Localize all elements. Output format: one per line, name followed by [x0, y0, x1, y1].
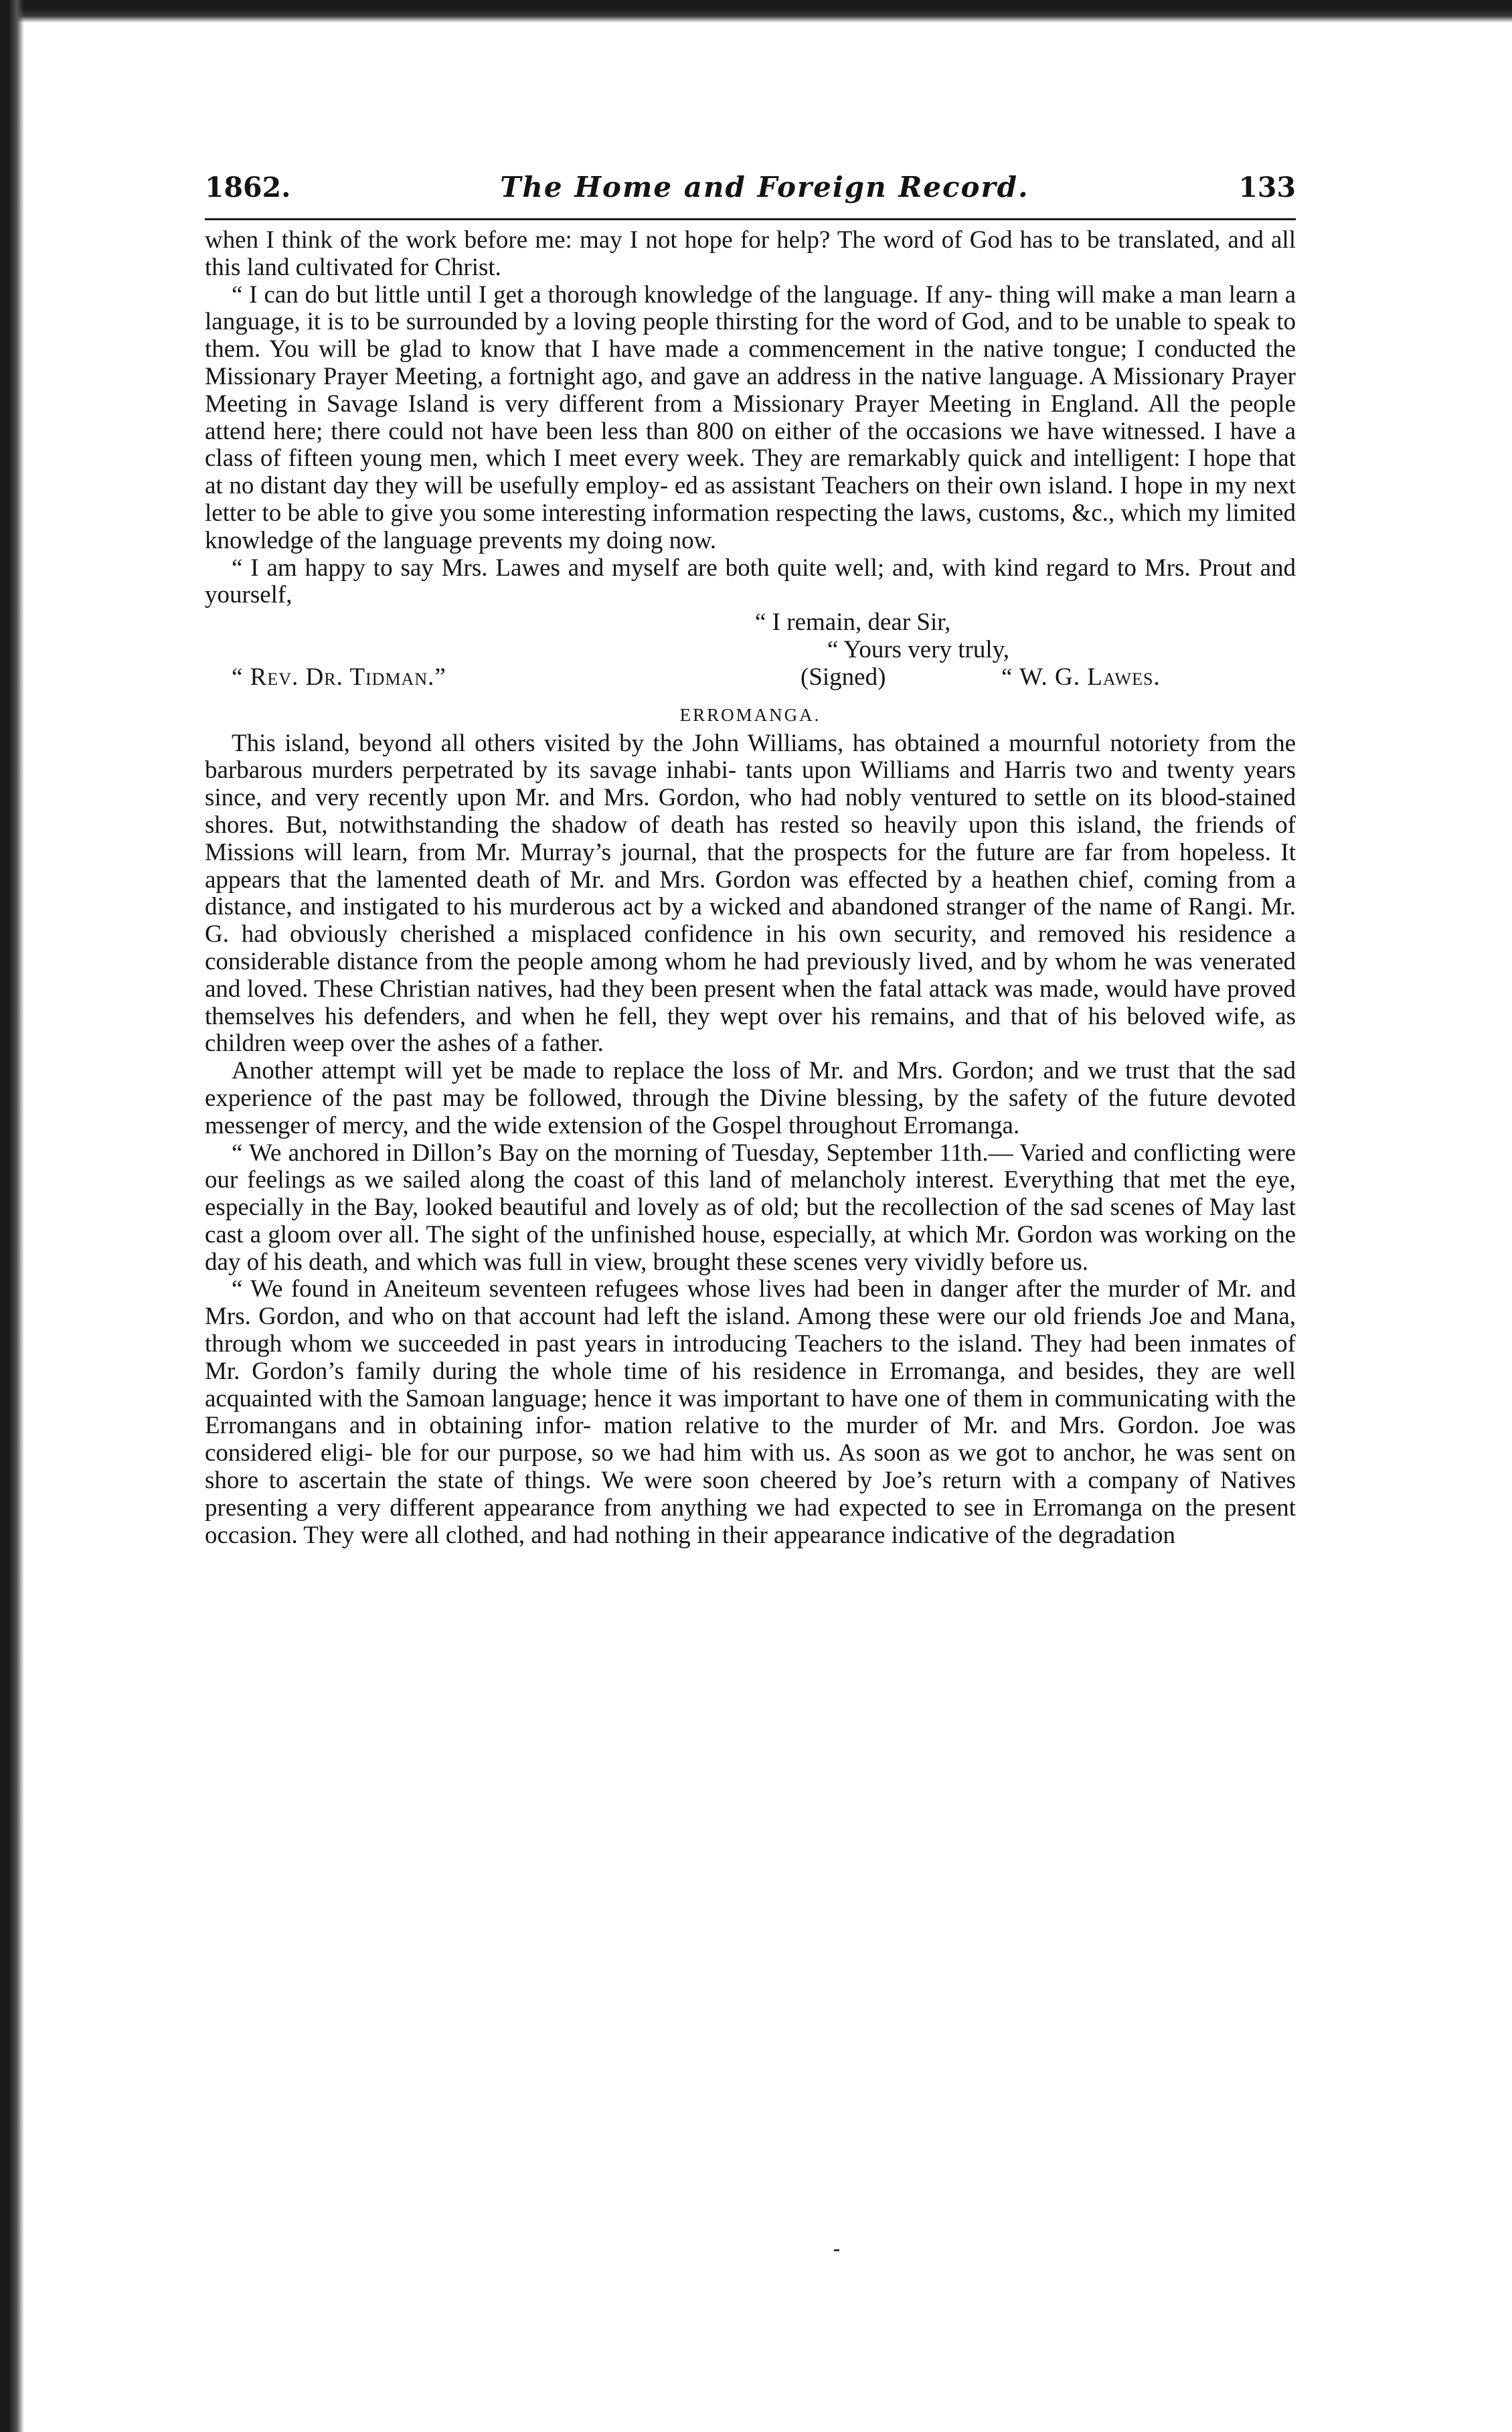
letter-closing — [205, 609, 1296, 691]
scan-border-left — [0, 0, 24, 2432]
section-body — [205, 730, 1296, 1550]
letter-paragraph: when I think of the work before me: may I not hope for help? The word of God has to be translated, and all this land cultivated for Christ. — [205, 226, 1296, 281]
journal-title: The Home and Foreign Record. — [500, 171, 1029, 204]
section-paragraph: This island, beyond all others visited by the John Williams, has obtained a mournful notoriety from the barbarous murders perpetrated by its savage inhabi- tants upon Williams and Harris two and twenty years since, and very recently upon Mr. and Mrs. Gordon, who had nobly ventured to settle on its blood-stained shores. But, notwithstanding the shadow of death has rested so heavily upon this island, the friends of Missions will learn, from Mr. Murray’s journal, that the prospects for the future are far from hopeless. It appears that the lamented death of Mr. and Mrs. Gordon was effected by a heathen chief, coming from a distance, and instigated to his murderous act by a wicked and abandoned stranger of the name of Rangi. Mr. G. had obviously cherished a misplaced confidence in his own security, and removed his residence a considerable distance from the people among whom he had previously lived, and by whom he was venerated and loved. These Christian natives, had they been present when the fatal attack was made, would have proved themselves his defenders, and when he fell, they wept over his remains, and that of his beloved wife, as children weep over the ashes of a father. — [205, 729, 1296, 1058]
letter-recipient: “ Rev. Dr. Tidman.” — [232, 663, 446, 691]
signed-label: (Signed) — [801, 663, 886, 691]
letter-paragraph: “ I can do but little until I get a thorough knowledge of the language. If any- thing will make a man learn a language, it is to be surrounded by a loving people thirsting for the word of God, and to be unable to speak to them. You will be glad to know that I have made a commencement in the native tongue; I conducted the Missionary Prayer Meeting, a fortnight ago, and gave an address in the native language. A Missionary Prayer Meeting in Savage Island is very different from a Missionary Prayer Meeting in England. All the people attend here; there could not have been less than 800 on either of the occasions we have witnessed. I have a class of fifteen young men, which I meet every week. They are remarkably quick and intelligent: I hope that at no distant day they will be usefully employ- ed as assistant Teachers on their own island. I hope in my next letter to be able to give you some interesting information respecting the laws, customs, &c., which my limited knowledge of the language prevents my doing now. — [205, 280, 1296, 554]
letter-paragraph: “ I am happy to say Mrs. Lawes and myself are both quite well; and, with kind regard to Mrs. Prout and yourself, — [205, 554, 1296, 609]
header-year: 1862. — [205, 171, 291, 204]
signature-row — [205, 664, 1296, 692]
section-heading: ERROMANGA. — [679, 704, 821, 725]
page-number: 133 — [1238, 171, 1296, 204]
document-page — [205, 167, 1296, 1549]
letter-signature: “ W. G. Lawes. — [1001, 663, 1161, 691]
closing-line-yours: “ Yours very truly, — [827, 635, 1010, 663]
scan-border-top — [0, 0, 1512, 23]
section-paragraph: “ We anchored in Dillon’s Bay on the morning of Tuesday, September 11th.— Varied and conflicting were our feelings as we sailed along the coast of this land of melancholy interest. Everything that met the eye, especially in the Bay, looked beautiful and lovely as of old; but the recollection of the sad scenes of May last cast a gloom over all. The sight of the unfinished house, especially, at which Mr. Gordon was working on the day of his death, and which was full in view, brought these scenes very vividly before us. — [205, 1139, 1296, 1276]
header-rule — [205, 218, 1296, 220]
print-mark — [834, 2249, 839, 2251]
running-header — [205, 167, 1296, 208]
section-paragraph: Another attempt will yet be made to replace the loss of Mr. and Mrs. Gordon; and we trust that the sad experience of the past may be followed, through the Divine blessing, by the safety of the future devoted messenger of mercy, and the wide extension of the Gospel throughout Erromanga. — [205, 1057, 1296, 1139]
section-paragraph: “ We found in Aneiteum seventeen refugees whose lives had been in danger after the murder of Mr. and Mrs. Gordon, and who on that account had left the island. Among these were our old friends Joe and Mana, through whom we succeeded in past years in introducing Teachers to the island. They had been inmates of Mr. Gordon’s family during the whole time of his residence in Erromanga, and besides, they are well acquainted with the Samoan language; hence it was important to have one of them in communicating with the Erromangans and in obtaining infor- mation relative to the murder of Mr. and Mrs. Gordon. Joe was considered eligi- ble for our purpose, so we had him with us. As soon as we got to anchor, he was sent on shore to ascertain the state of things. We were soon cheered by Joe’s return with a company of Natives presenting a very different appearance from anything we had expected to see in Erromanga on the present occasion. They were all clothed, and had nothing in their appearance indicative of the degradation — [205, 1275, 1296, 1549]
closing-line-remain: “ I remain, dear Sir, — [755, 609, 951, 637]
letter-body — [205, 227, 1296, 609]
